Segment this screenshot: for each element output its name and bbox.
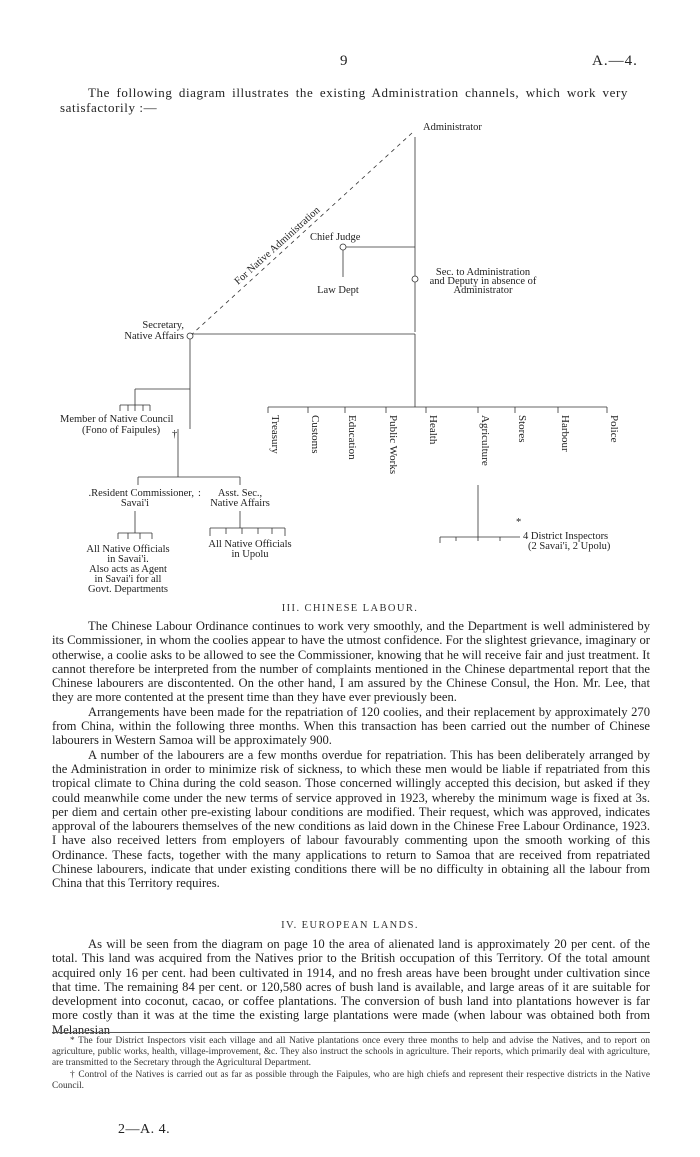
page-header [0, 53, 700, 73]
resident-commissioner-label-2: Savai'i [120, 498, 150, 509]
administration-diagram [0, 115, 700, 605]
officials-savaii-2: in Savai'i. [107, 554, 149, 565]
colon-mark: : [198, 488, 201, 499]
officials-upolu-1: All Native Officials [208, 539, 292, 550]
dept-treasury: Treasury [269, 415, 281, 454]
dept-stores: Stores [516, 415, 528, 443]
footnote-district-inspectors: * The four District Inspectors visit each village and all Native plantations once every three months to help and advise the Natives, and to report on agriculture, public works, health, village-improvement, &c. They also instruct the schools in agriculture. Their reports, which primarily deal with agriculture, are transmitted to the Secretary through the Agricultural Department. [52, 1036, 650, 1069]
officials-savaii-5: Govt. Departments [88, 584, 168, 595]
european-lands-paragraph: As will be seen from the diagram on page 10 the area of alienated land is approximately 20 per cent. of the total. This land was acquired from the Natives prior to the British occupation of this Territory. Of the total amount acquired only 16 per cent. had been cultivated in 1914, and no fresh areas have been brought under cultivation since that time. The remaining 84 per cent. or 120,580 acres of bush land is available, and large areas of it are suitable for development into coconut, cacao, or coffee plantations. The conversion of bush land into plantations however is far more costly than it was at the time the existing large plantations were made (when labour was obtained both from Melanesian [52, 937, 650, 1037]
district-inspectors-1: 4 District Inspectors [523, 531, 609, 542]
asst-sec-label-2: Native Affairs [210, 498, 270, 509]
dept-police: Police [608, 415, 620, 443]
intro-paragraph: The following diagram illustrates the existing Administration channels, which work very satisfactorily :— [60, 85, 628, 115]
dept-health: Health [427, 415, 439, 445]
document-reference: A.—4. [592, 53, 638, 69]
dagger-mark: † [172, 429, 178, 440]
sec-admin-label-1: Sec. to Administration [435, 267, 531, 278]
secretary-label-2: Native Affairs [124, 331, 184, 342]
european-lands-body [52, 937, 650, 1037]
dept-public-works: Public Works [387, 415, 399, 475]
dept-agriculture: Agriculture [479, 415, 491, 466]
footnotes [52, 1036, 650, 1092]
member-council-label-2: (Fono of Faipules) [82, 425, 161, 436]
sec-admin-node [412, 276, 418, 282]
dept-education: Education [346, 415, 358, 460]
officials-savaii-4: in Savai'i for all [94, 574, 162, 585]
chinese-labour-paragraph: Arrangements have been made for the repatriation of 120 coolies, and their replacement by approximately 270 from China, within the following three months. When this transaction has been carried out the number of Chinese labourers in Western Samoa will be approximately 900. [52, 704, 650, 748]
footnote-divider [52, 1032, 650, 1033]
officials-savaii-1: All Native Officials [86, 544, 170, 555]
resident-commissioner-label-1: .Resident Commissioner, [88, 488, 194, 499]
native-admin-dashed-line [190, 133, 412, 336]
chief-judge-label: Chief Judge [310, 232, 361, 243]
sec-admin-label-3: Administrator [453, 285, 513, 296]
native-admin-label: For Native Administration [232, 204, 323, 288]
sec-admin-label-2: and Deputy in absence of [429, 276, 537, 287]
law-dept-label: Law Dept [317, 285, 359, 296]
officials-upolu-2: in Upolu [231, 549, 269, 560]
asterisk-mark: * [516, 517, 522, 528]
dept-customs: Customs [309, 415, 321, 454]
secretary-label-1: Secretary, [142, 320, 184, 331]
chinese-labour-paragraph: A number of the labourers are a few months overdue for repatriation. This has been deliberately arranged by the Administration in order to minimize risk of sickness, to which these men would be liable if repatriated from this tropical climate to China during the cold season. Those concerned willingly accepted this decision, but asked if they could meanwhile come under the new terms of service approved in 1923, whereby the minimum wage is fixed at 3s. per diem and certain other pre-existing labour conditions are modified. Their request, which was approved, indicates approval of the labourers themselves of the new conditions as laid down in the Chinese Free Labour Ordinance, 1923. I have also received letters from employers of labour favourably commenting upon the smooth working of this Ordinance. These facts, together with the many applications to return to Samoa that are received from repatriated Chinese labourers, indicate that under existing conditions there will be no difficulty in obtaining all the labour from China that this Territory requires. [52, 747, 650, 891]
page-footer: 2—A. 4. [118, 1122, 171, 1137]
footnote-native-control: † Control of the Natives is carried out as far as possible through the Faipules, who are high chiefs and represent their respective districts in the Native Council. [52, 1069, 650, 1091]
chinese-labour-paragraph: The Chinese Labour Ordinance continues to work very smoothly, and the Department is well administered by its Commissioner, in whom the coolies appear to have the utmost confidence. For the slightest grievance, imaginary or otherwise, a coolie asks to be allowed to see the Commissioner, knowing that he will receive fair and just treatment. It cannot therefore be interpreted from the number of complaints mentioned in the Chinese departmental report that the Chinese labourers are discontented. On the other hand, I am assured by the Chinese Consul, the Hon. Mr. Lee, that they are more contented at the present time than they have ever previously been. [52, 619, 650, 705]
dept-harbour: Harbour [559, 415, 571, 452]
chief-judge-node [340, 244, 346, 250]
page-number: 9 [340, 53, 348, 69]
officials-savaii-3: Also acts as Agent [89, 564, 167, 575]
district-inspectors-2: (2 Savai'i, 2 Upolu) [528, 541, 611, 552]
section-title-chinese-labour: III. CHINESE LABOUR. [281, 603, 419, 614]
section-title-european-lands: IV. EUROPEAN LANDS. [281, 920, 419, 931]
asst-sec-label-1: Asst. Sec., [217, 488, 263, 499]
member-council-label-1: Member of Native Council [60, 414, 174, 425]
chinese-labour-body [52, 619, 650, 891]
secretary-node [187, 333, 193, 339]
administrator-label: Administrator [423, 122, 482, 133]
